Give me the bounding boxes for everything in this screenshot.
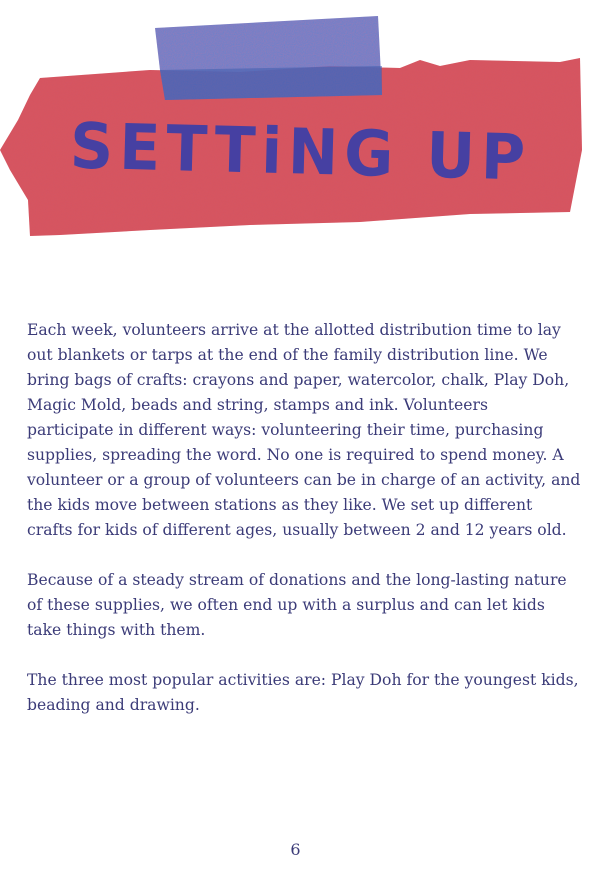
text-line: supplies, spreading the word. No one is required to spend money. A (27, 446, 564, 464)
text-line: Magic Mold, beads and string, stamps and ink. Volunteers (27, 396, 488, 414)
text-line: take things with them. (27, 621, 206, 639)
text-line: crafts for kids of different ages, usually between 2 and 12 years old. (27, 521, 567, 539)
paragraph-donations (27, 568, 572, 643)
title-banner (0, 0, 591, 260)
text-line: beading and drawing. (27, 696, 200, 714)
body-text (27, 318, 581, 743)
text-line: bring bags of crafts: crayons and paper, watercolor, chalk, Play Doh, (27, 371, 570, 389)
text-line: participate in different ways: volunteering their time, purchasing (27, 421, 544, 439)
text-line: of these supplies, we often end up with a surplus and can let kids (27, 596, 545, 614)
paragraph-activities (27, 668, 579, 718)
tape-overlap-shade (160, 66, 382, 100)
text-line: out blankets or tarps at the end of the family distribution line. We (27, 346, 548, 364)
page-number: 6 (290, 840, 301, 859)
text-line: Each week, volunteers arrive at the allotted distribution time to lay (27, 321, 561, 339)
text-line: Because of a steady stream of donations and the long-lasting nature (27, 571, 567, 589)
text-line: the kids move between stations as they like. We set up different (27, 496, 533, 514)
text-line: The three most popular activities are: Play Doh for the youngest kids, (27, 671, 579, 689)
page-title: SETTiNG UP (69, 109, 532, 196)
text-line: volunteer or a group of volunteers can be in charge of an activity, and (27, 471, 581, 489)
paragraph-setup (27, 318, 581, 543)
